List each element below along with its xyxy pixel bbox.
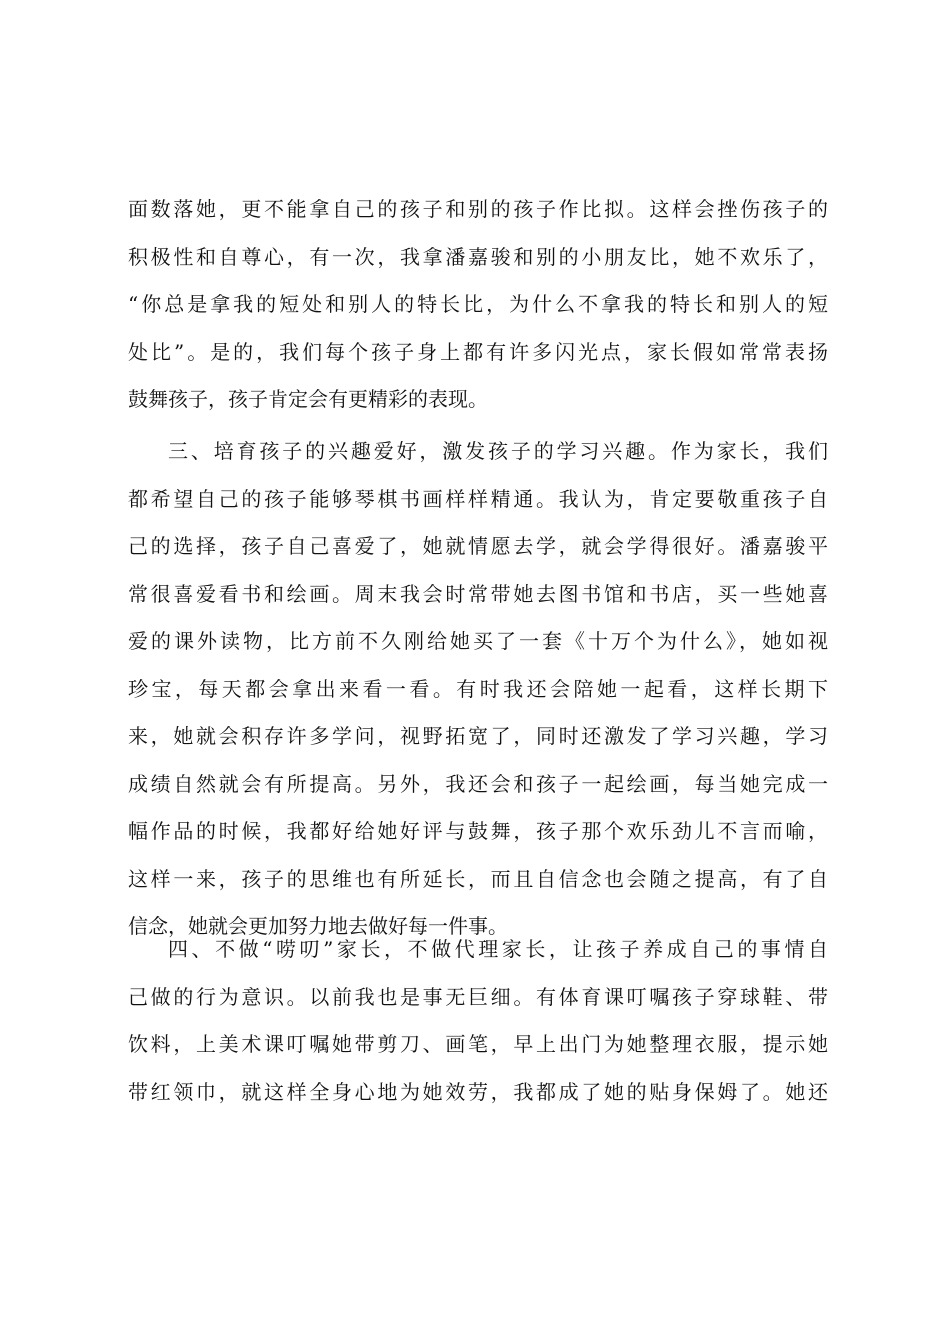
paragraph-line: 处比”。是的，我们每个孩子身上都有许多闪光点，家长假如常常表扬 <box>128 339 828 364</box>
paragraph-line: 成绩自然就会有所提高。另外，我还会和孩子一起绘画，每当她完成一 <box>128 771 828 796</box>
paragraph-line: 鼓舞孩子，孩子肯定会有更精彩的表现。 <box>128 387 488 411</box>
paragraph-section-three <box>128 428 828 951</box>
paragraph-line: 饮料，上美术课叮嘱她带剪刀、画笔，早上出门为她整理衣服，提示她 <box>128 1032 828 1056</box>
paragraph-line: 面数落她，更不能拿自己的孩子和别的孩子作比拟。这样会挫伤孩子的 <box>128 197 828 221</box>
paragraph-heading-line: 三、培育孩子的兴趣爱好，激发孩子的学习兴趣。作为家长，我们 <box>168 439 828 463</box>
paragraph-line: 珍宝，每天都会拿出来看一看。有时我还会陪她一起看，这样长期下 <box>128 676 828 701</box>
paragraph-line: 幅作品的时候，我都好给她好评与鼓舞，孩子那个欢乐劲儿不言而喻， <box>128 819 828 843</box>
paragraph-section-four <box>128 926 828 1116</box>
paragraph-line: 爱的课外读物，比方前不久刚给她买了一套《十万个为什么》，她如视 <box>128 629 828 653</box>
paragraph-line: 己做的行为意识。以前我也是事无巨细。有体育课叮嘱孩子穿球鞋、带 <box>128 984 828 1009</box>
paragraph-praise-children <box>128 186 828 424</box>
paragraph-heading-line: 四、不做“唠叨”家长，不做代理家长，让孩子养成自己的事情自 <box>168 937 828 961</box>
paragraph-line: 己的选择，孩子自己喜爱了，她就情愿去学，就会学得很好。潘嘉骏平 <box>128 534 828 558</box>
paragraph-line: 都希望自己的孩子能够琴棋书画样样精通。我认为，肯定要敬重孩子自 <box>128 486 828 511</box>
paragraph-line: 来，她就会积存许多学问，视野拓宽了，同时还激发了学习兴趣，学习 <box>128 724 828 748</box>
paragraph-line: 常很喜爱看书和绘画。周末我会时常带她去图书馆和书店，买一些她喜 <box>128 581 828 606</box>
paragraph-line: “你总是拿我的短处和别人的特长比，为什么不拿我的特长和别人的短 <box>128 292 828 316</box>
paragraph-line: 信念，她就会更加努力地去做好每一件事。 <box>128 914 508 938</box>
paragraph-line: 这样一来，孩子的思维也有所延长，而且自信念也会随之提高，有了自 <box>128 866 828 891</box>
paragraph-line: 积极性和自尊心，有一次，我拿潘嘉骏和别的小朋友比，她不欢乐了， <box>128 244 828 269</box>
paragraph-line: 带红领巾，就这样全身心地为她效劳，我都成了她的贴身保姆了。她还 <box>128 1079 828 1104</box>
